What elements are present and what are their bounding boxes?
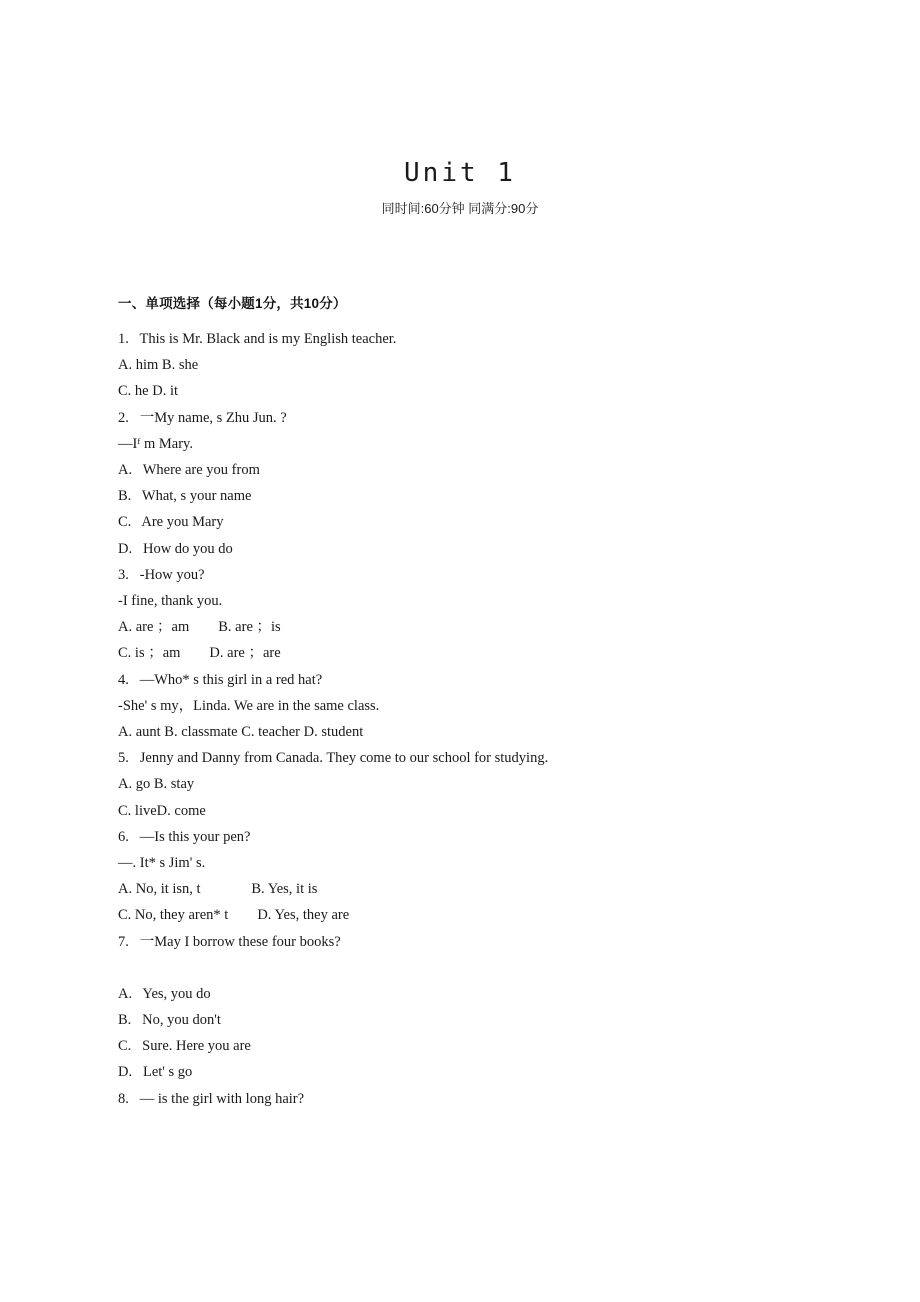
text-line: -She' s my，Linda. We are in the same class. (118, 697, 380, 714)
text-line: D. How do you do (118, 540, 233, 557)
text-line: -I fine, thank you. (118, 593, 223, 610)
section-heading-multiple-choice: 一、单项选择（每小题1分，共10分） (118, 296, 347, 311)
text-line: A. Yes, you do (118, 985, 211, 1002)
question-lines (118, 326, 818, 1112)
text-line: 7. 一May I borrow these four books? (118, 933, 341, 950)
text-line: A. Where are you from (118, 462, 260, 479)
text-line: —. It* s Jim' s. (118, 855, 206, 872)
text-line: A. go B. stay (118, 776, 195, 793)
text-line: C. liveD. come (118, 802, 206, 819)
text-line: 8. — is the girl with long hair? (118, 1090, 305, 1107)
text-line: C. he D. it (118, 383, 179, 400)
text-line: 3. -How you? (118, 566, 205, 583)
text-line: C. No, they aren* t D. Yes, they are (118, 907, 350, 924)
text-line: D. Let' s go (118, 1064, 193, 1081)
text-line: B. No, you don't (118, 1012, 221, 1029)
text-line: A. him B. she (118, 357, 199, 374)
text-line: —Iᶠ m Mary. (118, 435, 193, 452)
exam-info-subtitle: 同时间:60分钟 同满分:90分 (381, 201, 539, 216)
text-line: 4. —Who* s this girl in a red hat? (118, 671, 323, 688)
text-line: A. aunt B. classmate C. teacher D. student (118, 724, 364, 741)
blank-line (118, 955, 818, 981)
text-line: C. Sure. Here you are (118, 1038, 251, 1055)
text-line: 1. This is Mr. Black and is my English teacher. (118, 331, 397, 347)
text-line: C. is ；am D. are ；are (118, 645, 281, 662)
page-title: Unit 1 (404, 158, 516, 188)
text-line: 2. 一My name, s Zhu Jun. ? (118, 409, 287, 426)
text-line: 6. —Is this your pen? (118, 828, 251, 845)
text-line: B. What, s your name (118, 488, 252, 505)
text-line: A. are ；am B. are ；is (118, 619, 281, 636)
text-line: C. Are you Mary (118, 514, 224, 531)
text-line: 5. Jenny and Danny from Canada. They come to our school for studying. (118, 750, 549, 767)
text-line: A. No, it isn, t B. Yes, it is (118, 881, 318, 898)
document-body (118, 292, 818, 1112)
